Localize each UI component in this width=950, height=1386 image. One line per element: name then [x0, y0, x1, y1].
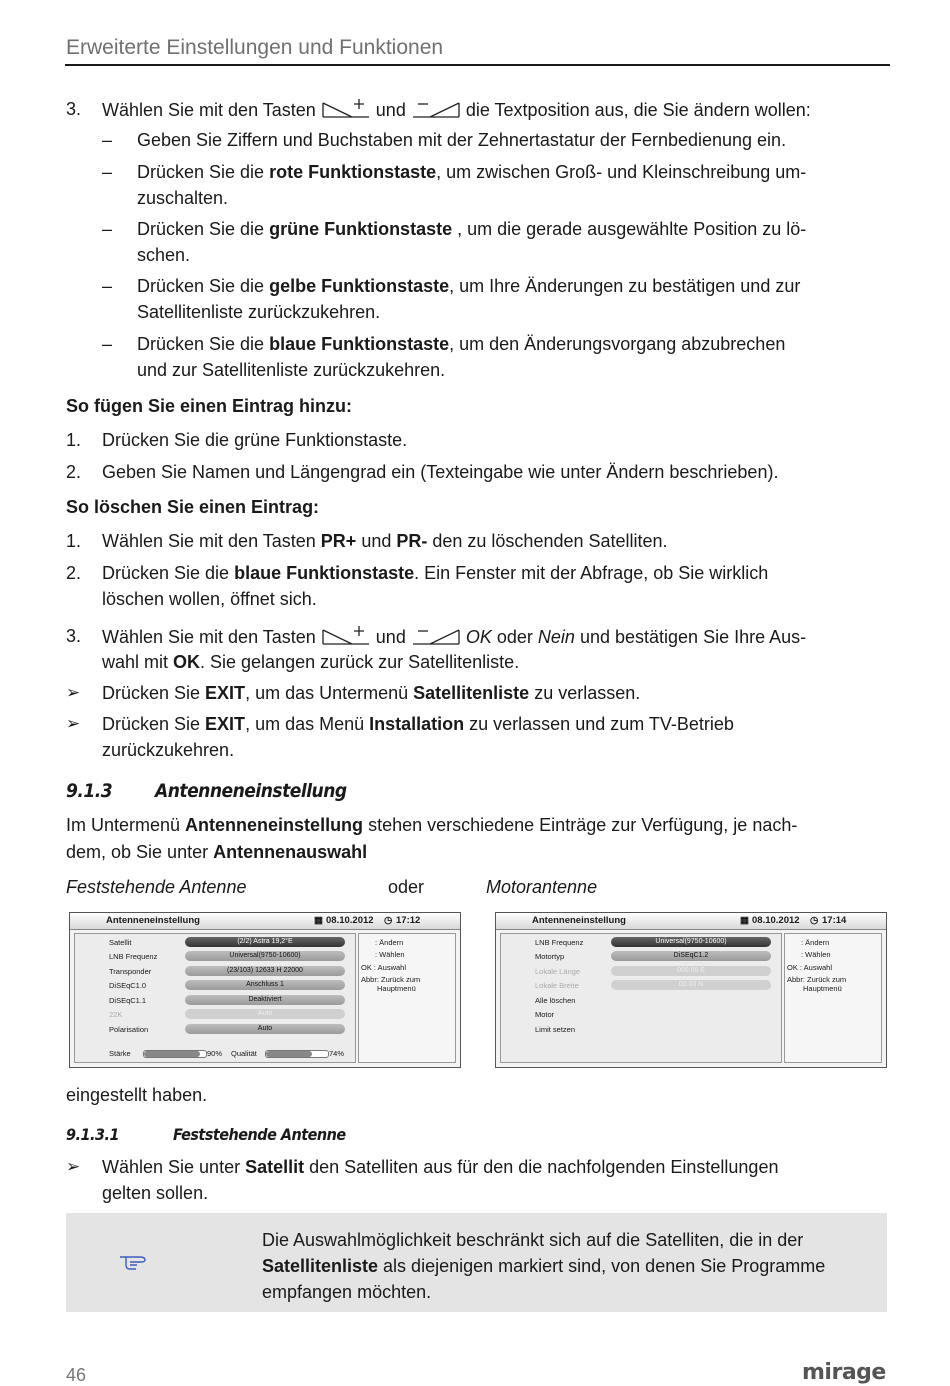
choice-motor-antenna: Motorantenne	[486, 877, 598, 897]
clock-icon: ◷	[384, 915, 393, 926]
intro-line-1: Im Untermenü Antenneneinstellung stehen verschiedene Einträge zur Verfügung, je nach-	[66, 815, 798, 835]
signal-strength-fill	[144, 1051, 200, 1057]
screen-menu-panel: Satellit (2/2) Astra 19,2°E LNB Frequenz Universal(9750-10600) Transponder (23/103) 12633 H 22000 DiSEqC1.0 Anschluss 1 DiSEqC1.1 Deaktiviert 22K Auto Polarisation Auto Stärke 90% Qualität 74%	[74, 933, 356, 1063]
header-rule	[65, 64, 890, 66]
screen-help-panel: : Ändern : Wählen OK : Auswahl Abbr: Zurück zum Hauptmenü	[784, 933, 882, 1063]
screen-help-panel: : Ändern : Wählen OK : Auswahl Abbr: Zurück zum Hauptmenü	[358, 933, 456, 1063]
signal-strength-bar	[143, 1050, 207, 1058]
step-text: Wählen Sie mit den Tasten und die Textposition aus, die Sie ändern wollen:	[102, 97, 811, 125]
pointing-hand-icon	[118, 1251, 152, 1276]
signal-quality-fill	[266, 1051, 312, 1057]
choice-fixed-antenna: Feststehende Antenne	[66, 877, 247, 897]
mirage-logo: mirage	[802, 1360, 886, 1385]
clock-icon: ◷	[810, 915, 819, 926]
subsection-title: Feststehende Antenne	[173, 1125, 346, 1144]
channel-up-key-icon	[322, 624, 370, 652]
screenshot-fixed-antenna	[69, 912, 461, 1068]
after-screens-text: eingestellt haben.	[66, 1085, 208, 1105]
choice-or: oder	[388, 877, 425, 897]
signal-quality-bar	[265, 1050, 329, 1058]
delete-entry-heading: So löschen Sie einen Eintrag:	[66, 497, 320, 517]
page-number: 46	[66, 1365, 87, 1385]
channel-down-key-icon	[412, 97, 460, 125]
intro-line-2: dem, ob Sie unter Antennenauswahl	[66, 842, 368, 862]
screenshot-motor-antenna	[495, 912, 887, 1068]
arrow-bullet-icon: ➢	[66, 683, 81, 702]
section-number: 9.1.3	[66, 780, 113, 802]
page-header: Erweiterte Einstellungen und Funktionen	[66, 36, 444, 59]
arrow-bullet-icon: ➢	[66, 1157, 81, 1176]
screen-titlebar: Antenneneinstellung ▦ 08.10.2012 ◷ 17:12	[70, 913, 460, 930]
screen-titlebar: Antenneneinstellung ▦ 08.10.2012 ◷ 17:14	[496, 913, 886, 930]
channel-down-key-icon	[412, 624, 460, 652]
calendar-icon: ▦	[740, 915, 749, 926]
arrow-bullet-icon: ➢	[66, 714, 81, 733]
screen-menu-panel: LNB Frequenz Universal(9750-10600) Motortyp DiSEqC1.2 Lokale Länge 000.00 E Lokale Breite 00.00 N Alle löschen Motor Limit setzen	[500, 933, 782, 1063]
calendar-icon: ▦	[314, 915, 323, 926]
channel-up-key-icon	[322, 97, 370, 125]
note-line-2: Satellitenliste als diejenigen markiert sind, von denen Sie Programme	[262, 1256, 826, 1276]
add-entry-heading: So fügen Sie einen Eintrag hinzu:	[66, 396, 353, 416]
section-title: Antenneneinstellung	[155, 780, 347, 802]
subsection-number: 9.1.3.1	[66, 1125, 119, 1144]
note-box: Die Auswahlmöglichkeit beschränkt sich auf die Satelliten, die in der Satellitenliste als diejenigen markiert sind, von denen Sie Programme empfangen möchten.	[66, 1213, 887, 1312]
step-number: 3.	[66, 99, 82, 119]
